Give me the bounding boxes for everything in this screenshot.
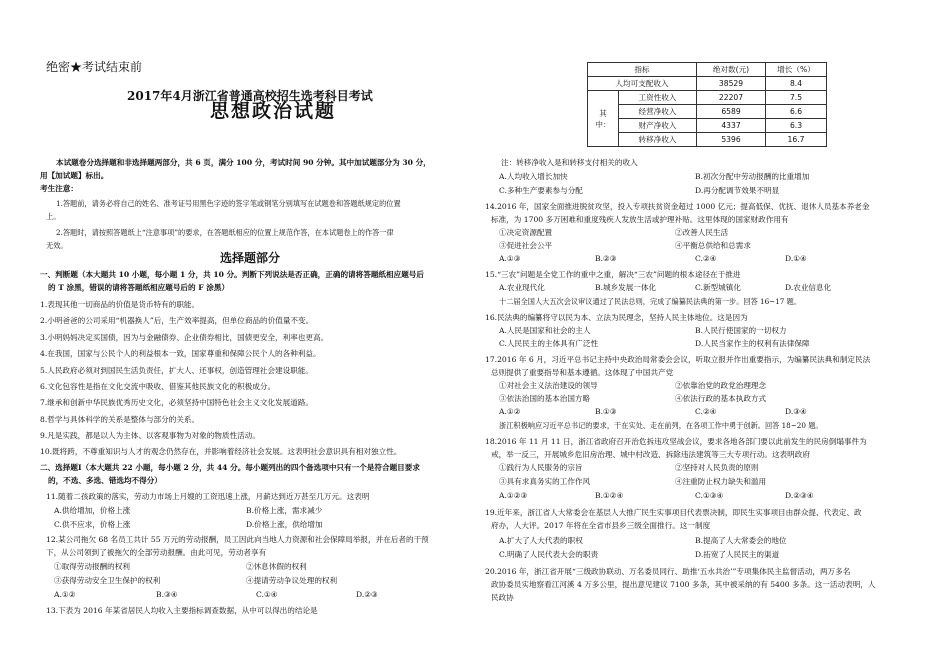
table-cell: 5396 bbox=[697, 133, 766, 147]
table-header-cell: 增长（%） bbox=[766, 63, 827, 77]
notice-item: 2.答题时，请按照答题纸上“注意事项”的要求，在答题纸相应的位置上规范作答，在本试题卷上的作答一律 bbox=[56, 228, 394, 237]
statement: ④提请劳动争议处理的权利 bbox=[246, 576, 338, 585]
table-header-cell: 指标 bbox=[588, 63, 697, 77]
statement: ①对社会主义法治建设的领导 bbox=[499, 381, 598, 390]
option-b: B.①②④ bbox=[595, 491, 624, 500]
choice-section-title: 选择题部分 bbox=[220, 251, 281, 265]
table-cell: 人均可支配收入 bbox=[588, 77, 697, 91]
option-d: D.①④ bbox=[785, 254, 807, 263]
judge-item: 9.凡是实践，都是以人为主体、以客观事物为对象的物质性活动。 bbox=[40, 431, 260, 440]
table-row bbox=[588, 105, 827, 119]
table-cell: 38529 bbox=[697, 77, 766, 91]
question-stem: 政协委员实地察看江河溪 4 万多公里，提出意见建议 7100 多条，其中被采纳的有 5400 多条。这一活动表明，人 bbox=[491, 580, 876, 589]
option-c: C.新型城镇化 bbox=[695, 283, 741, 292]
option-c: C.多种生产要素参与分配 bbox=[499, 186, 583, 195]
table-cell: 6589 bbox=[697, 105, 766, 119]
option-c: C.供不应求，价格上涨 bbox=[54, 520, 131, 529]
option-d: D.拓宽了人民民主的渠道 bbox=[695, 550, 780, 559]
question-stem: 标准，为 1700 多万困难和重度残疾人发放生活或护理补贴。这里体现的国家财政作用有 bbox=[491, 215, 789, 224]
notice-item: 无效。 bbox=[46, 241, 68, 250]
question-stem: 17.2016 年 6 月，习近平总书记主持中央政治局常委会会议，听取立报并作出重要指示，为编纂民法典和制定民法 bbox=[485, 355, 871, 364]
statement: ③依法治国的基本治国方略 bbox=[499, 394, 591, 403]
table-header-row bbox=[588, 63, 827, 77]
table-cell: 8.4 bbox=[766, 77, 827, 91]
statement: ①决定资源配置 bbox=[499, 228, 553, 237]
question-stem: 18.2016 年 11 月 11 日，浙江省政府召开治危拆违攻坚战会议，要求各地各部门要以此前发生的民房倒塌事件为 bbox=[485, 437, 867, 446]
judge-item: 6.文化包容性是指在文化交流中吸收、借鉴其他民族文化的积极成分。 bbox=[40, 382, 276, 391]
statement: ④平衡总供给和总需求 bbox=[675, 241, 751, 250]
table-row bbox=[588, 77, 827, 91]
question-stem: 15.“三农”问题是全党工作的重中之重，解决“三农”问题的根本途径在于推进 bbox=[485, 270, 741, 279]
table-row bbox=[588, 133, 827, 147]
option-b: B.人民行使国家的一切权力 bbox=[695, 326, 787, 335]
statement: ①取得劳动报酬的权利 bbox=[54, 562, 130, 571]
statement: ②改善人民生活 bbox=[675, 228, 729, 237]
option-b: B.提高了人大常委会的地位 bbox=[695, 536, 787, 545]
judge-title: 的 T 涂黑，错误的请将答题纸相应题号后的 F 涂黑） bbox=[48, 283, 230, 292]
question-stem: 戒，举一反三，开展城乡危旧房治理、城中村改造、拆除违法建筑等三大专项行动。这表明政府 bbox=[491, 450, 810, 459]
intro-line: 用【加试题】标出。 bbox=[40, 171, 109, 180]
question-stem: 府办，人大评。2017 年将在全省市县乡三级全面推行。这一制度 bbox=[491, 521, 711, 530]
option-a: A.人均收入增长加快 bbox=[499, 172, 568, 181]
table-cell: 工资性收入 bbox=[619, 91, 697, 105]
option-c: C.②④ bbox=[695, 407, 717, 416]
table-row bbox=[588, 91, 827, 105]
statement: ④依法行政的基本执政方式 bbox=[675, 394, 767, 403]
option-b: B.③④ bbox=[156, 590, 178, 599]
judge-title: 一、判断题（本大题共 10 小题，每小题 1 分，共 10 分。判断下列说法是否正确，正确的请将答题纸相应题号后 bbox=[40, 270, 424, 279]
option-b: B.价格上涨，需求减少 bbox=[246, 506, 323, 515]
statement: ①践行为人民服务的宗旨 bbox=[499, 463, 583, 472]
table-cell: 经营净收入 bbox=[619, 105, 697, 119]
judge-item: 8.哲学与具体科学的关系是整体与部分的关系。 bbox=[40, 415, 200, 424]
option-a: A.①② bbox=[54, 590, 76, 599]
table-cell: 6.3 bbox=[766, 119, 827, 133]
statement: ②坚持对人民负责的原则 bbox=[675, 463, 759, 472]
option-c: C.明确了人民代表大会的职责 bbox=[499, 550, 599, 559]
statement: ③促进社会公平 bbox=[499, 241, 553, 250]
table-cell: 7.5 bbox=[766, 91, 827, 105]
option-a: A.①③ bbox=[499, 254, 521, 263]
table-note: 注：转移净收入是和转移支付相关的收入 bbox=[501, 158, 638, 167]
question-stem: 13.下表为 2016 年某省居民人均收入主要指标调查数据，从中可以得出的结论是 bbox=[46, 606, 318, 615]
table-cell: 转移净收入 bbox=[619, 133, 697, 147]
income-table bbox=[587, 62, 827, 147]
statement: ②依靠治党的政党治理理念 bbox=[675, 381, 767, 390]
question-stem: 14.2016 年，国家全面推进脱贫攻坚，投入专项扶贫资金超过 1000 亿元；提高低保、优抚、退休人员基本养老金 bbox=[485, 202, 870, 211]
judge-item: 1.表现其他一切商品的价值是货币特有的职能。 bbox=[40, 300, 200, 309]
judge-item: 10.既将跨，不尊重知识与人才的观念仍然存在，并影响着经济社会发展。这表明社会意识具有相对独立性。 bbox=[40, 447, 402, 456]
table-cell: 财产净收入 bbox=[619, 119, 697, 133]
statement: ③具有求真务实的工作作风 bbox=[499, 477, 591, 486]
judge-item: 3.小明妈妈决定买国债，因为与金融债券、企业债券相比，国债更安全，利率也更高。 bbox=[40, 333, 329, 342]
material-intro: 十二届全国人大五次会议审议通过了民法总则，完成了编纂民法典的第一步。回答 16~17 题。 bbox=[499, 297, 802, 306]
option-a: A.农业现代化 bbox=[499, 283, 545, 292]
notice-item: 上。 bbox=[46, 212, 61, 221]
option-a: A.①② bbox=[499, 407, 521, 416]
material-intro: 浙江积极响应习近平总书记的要求，干在实处、走在前列，在各项工作中勇于创新。回答 18~20 题。 bbox=[499, 421, 823, 430]
option-c: C.人民民主的主体具有广泛性 bbox=[499, 339, 599, 348]
choice1-title: 二、选择题Ⅰ（本大题共 22 小题，每小题 2 分，共 44 分。每小题列出的四个备选项中只有一个是符合题目要求 bbox=[40, 463, 420, 472]
option-d: D.③④ bbox=[785, 407, 807, 416]
judge-item: 7.继承和创新中华民族优秀历史文化，必须坚持中国特色社会主义文化发展道路。 bbox=[40, 398, 314, 407]
question-stem: 20.2016 年，浙江省开展“三级政协联动、万名委员同行、助推‘五水共治’”专项集体民主监督活动，两万多名 bbox=[485, 567, 851, 576]
option-d: D.②③④ bbox=[785, 491, 814, 500]
question-stem: 民政协 bbox=[491, 593, 514, 602]
option-b: B.②③ bbox=[595, 254, 617, 263]
question-stem: 11.随着二孩政策的落实，劳动力市场上月嫂的工资迅速上涨，月薪达到近万甚至几万元。这表明 bbox=[46, 492, 370, 501]
notice-title: 考生注意： bbox=[40, 184, 78, 193]
question-stem: 12.某公司拖欠 68 名员工共计 55 万元的劳动报酬，员工因此向当地人力资源和社会保障局举报，并在后者的干预 bbox=[46, 535, 429, 544]
question-stem: 总则提供了重要指导和基本遵循。这体现了中国共产党 bbox=[491, 368, 674, 377]
option-b: B.初次分配中劳动报酬的比重增加 bbox=[695, 172, 810, 181]
choice1-title: 的，不选、多选、错选均不得分） bbox=[48, 476, 162, 485]
table-cell: 22207 bbox=[697, 91, 766, 105]
table-cell: 6.6 bbox=[766, 105, 827, 119]
question-stem: 16.民法典的编纂将守以民为本、立法为民理念，坚持人民主体地位。这是因为 bbox=[485, 313, 748, 322]
judge-item: 2.小明爸爸的公司采用“机器换人”后，生产效率提高，但单位商品的价值量不变。 bbox=[40, 316, 314, 325]
exam-title: 2017年4月浙江省普通高校招生选考科目考试 bbox=[127, 89, 373, 103]
option-d: D.再分配调节效果不明显 bbox=[695, 186, 780, 195]
table-group-cell: 其中： bbox=[588, 91, 619, 147]
table-cell: 16.7 bbox=[766, 133, 827, 147]
statement: ④注重防止权力缺失和滥用 bbox=[675, 477, 767, 486]
option-a: A.供给增加，价格上涨 bbox=[54, 506, 131, 515]
option-a: A.人民是国家和社会的主人 bbox=[499, 326, 591, 335]
table-cell: 4337 bbox=[697, 119, 766, 133]
intro-line: 本试题卷分选择题和非选择题两部分，共 6 页，满分 100 分，考试时间 90 分钟。其中加试题部分为 30 分， bbox=[56, 158, 431, 167]
option-c: C.①④ bbox=[256, 590, 278, 599]
option-d: D.②③ bbox=[356, 590, 378, 599]
option-d: D.价格上涨，供给增加 bbox=[246, 520, 323, 529]
table-header-cell: 绝对数(元) bbox=[697, 63, 766, 77]
notice-item: 1.答题前，请务必将自己的姓名、准考证号用黑色字迹的签字笔或钢笔分别填写在试题卷和答题纸规定的位置 bbox=[56, 199, 401, 208]
option-c: C.①③④ bbox=[695, 491, 724, 500]
option-b: B.①③ bbox=[595, 407, 617, 416]
option-b: B.城乡发展一体化 bbox=[595, 283, 657, 292]
statement: ③获得劳动安全卫生保护的权利 bbox=[54, 576, 161, 585]
statement: ②休息休假的权利 bbox=[246, 562, 307, 571]
option-c: C.②④ bbox=[695, 254, 717, 263]
option-a: A.扩大了人大代表的职权 bbox=[499, 536, 583, 545]
option-a: A.①②③ bbox=[499, 491, 528, 500]
option-d: D.人民当家作主的权利有法律保障 bbox=[695, 339, 810, 348]
judge-item: 4.在我国，国家与公民个人的利益根本一致，国家尊重和保障公民个人的各种利益。 bbox=[40, 349, 321, 358]
question-stem: 下，从公司领到了被拖欠的全部劳动报酬。由此可见，劳动者享有 bbox=[46, 548, 267, 557]
subject-title: 思想政治试题 bbox=[210, 100, 337, 122]
table-row bbox=[588, 119, 827, 133]
judge-item: 5.人民政府必须对到国民生活负责任，扩大人、还事权，创造管理社会建设职能。 bbox=[40, 366, 314, 375]
confidential-label: 绝密★考试结束前 bbox=[46, 60, 143, 74]
option-d: D.农业信息化 bbox=[785, 283, 832, 292]
question-stem: 19.近年来，浙江省人大常委会在基层人大推广民生实事项目代表票决制，即民生实事项目由群众提、代表定、政 bbox=[485, 508, 862, 517]
